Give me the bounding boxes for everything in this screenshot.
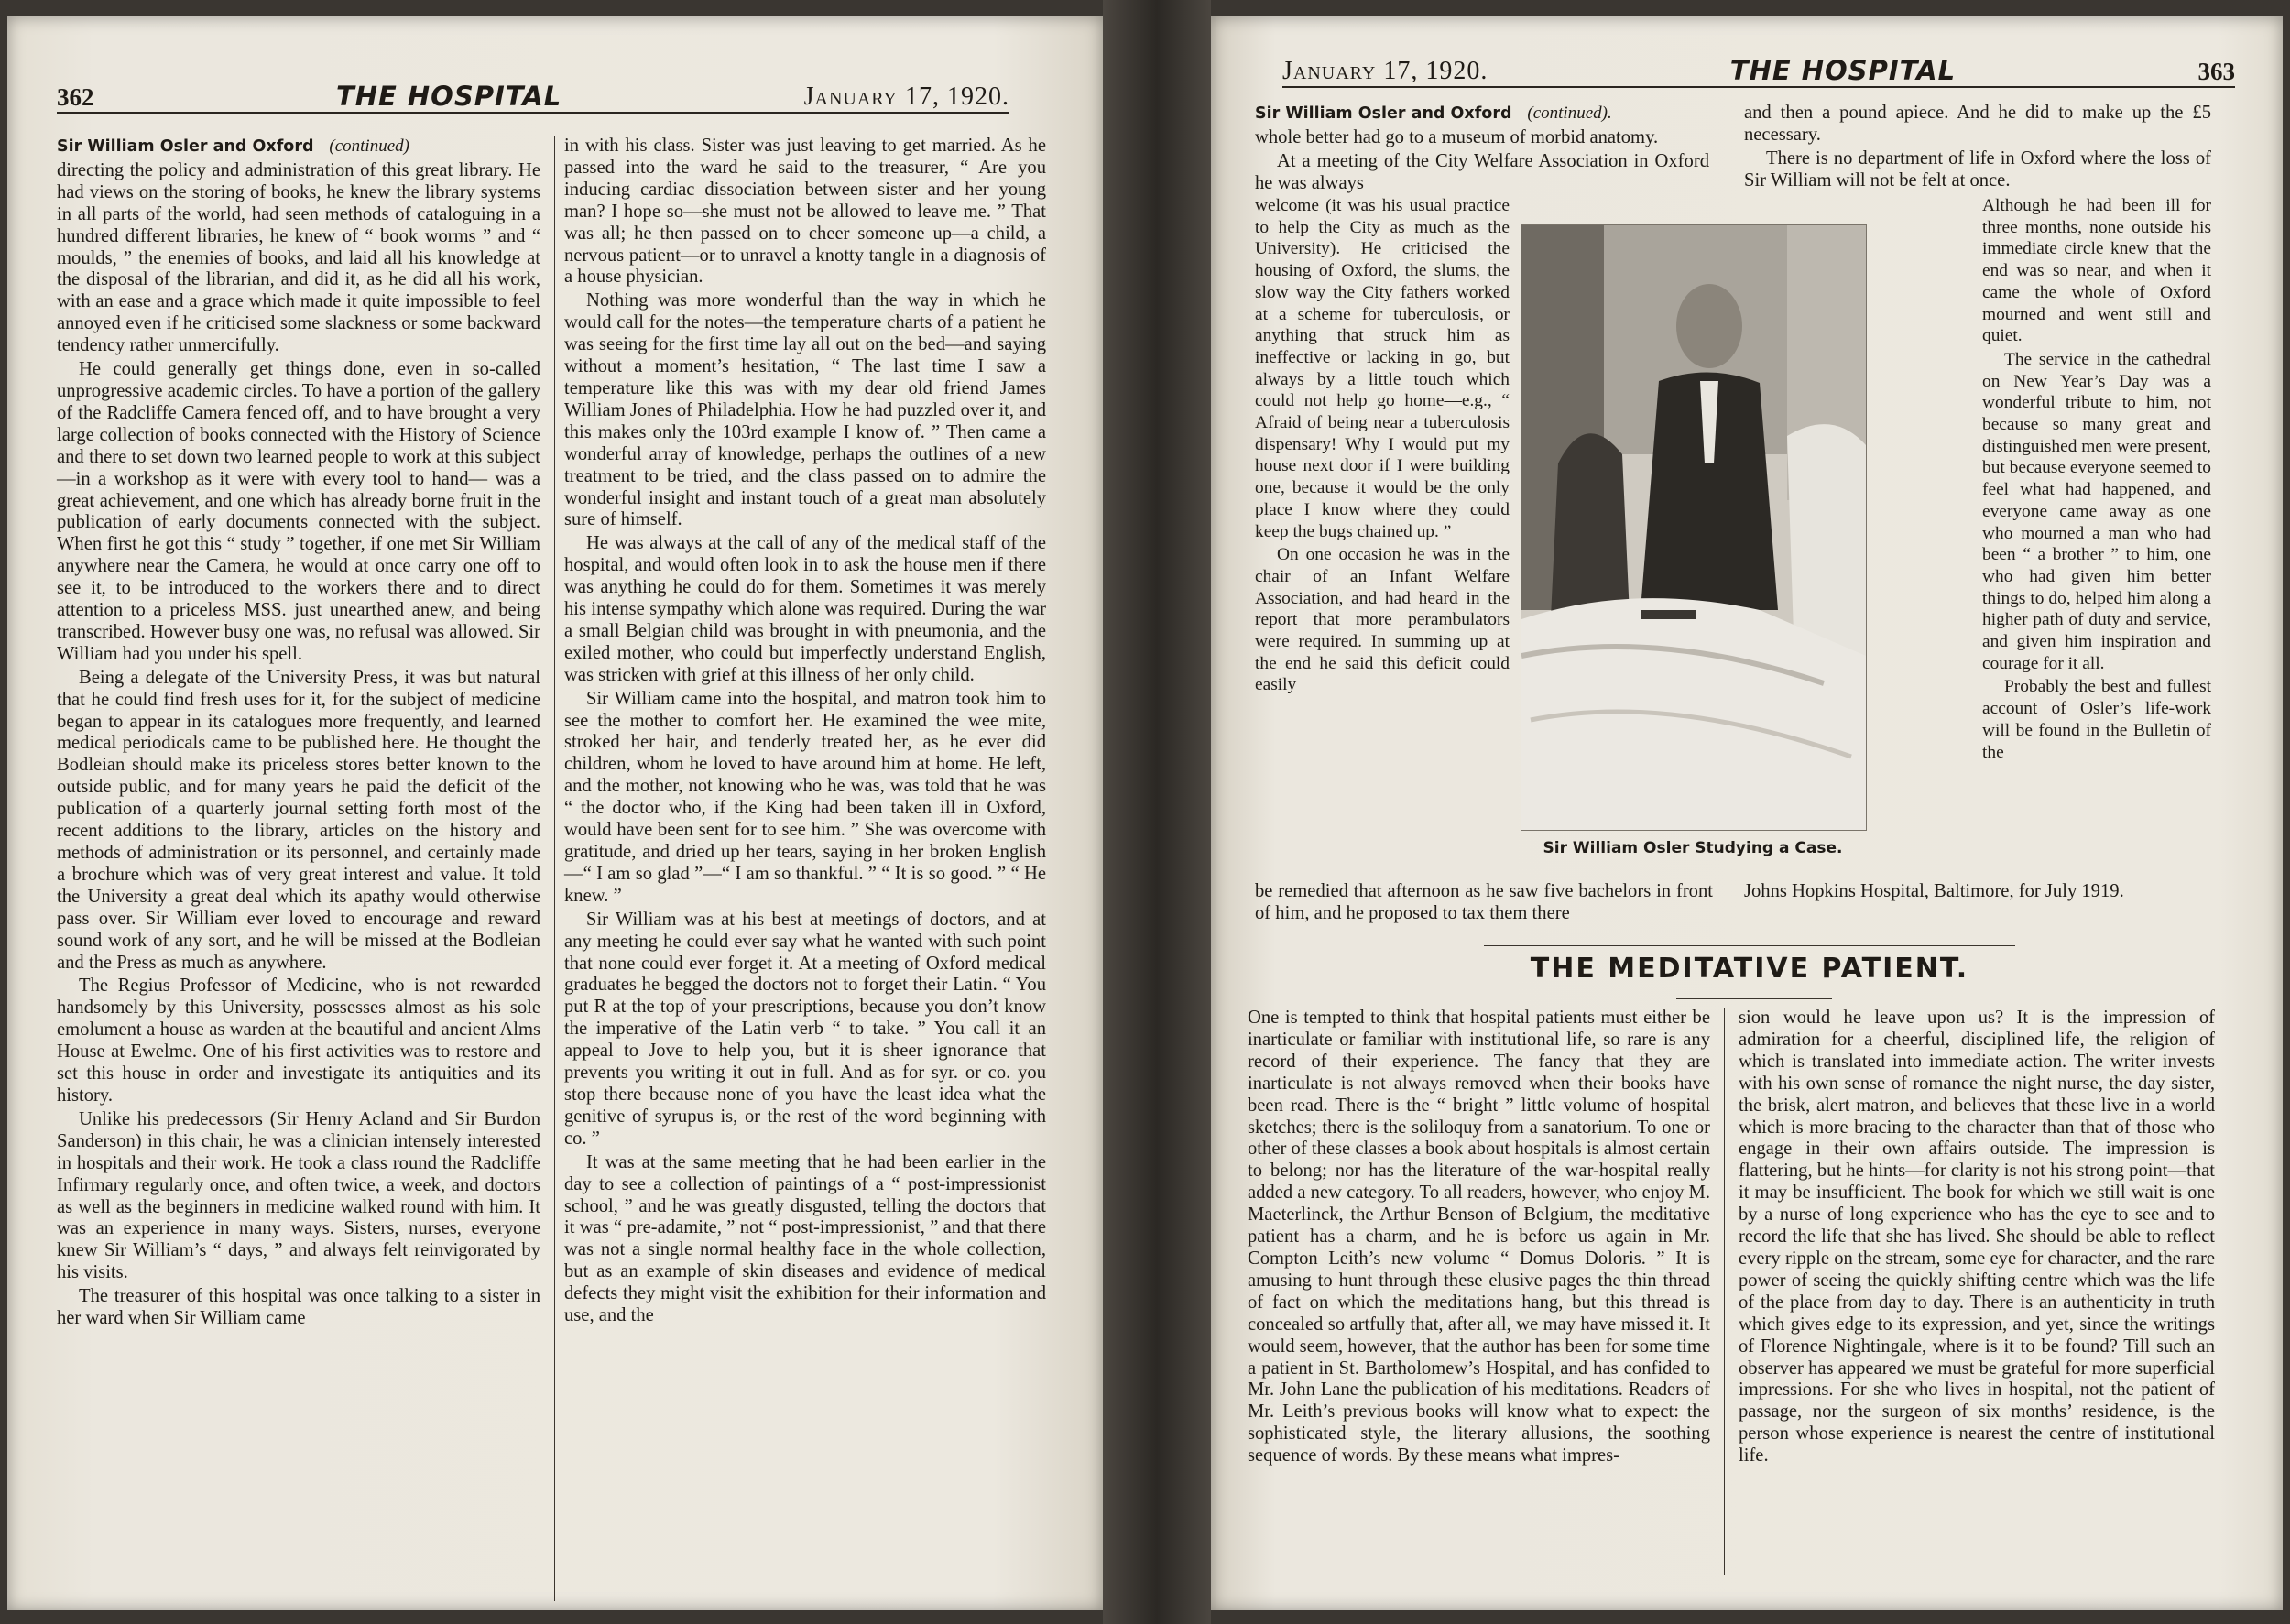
right-date: January 17, 1920. bbox=[1282, 57, 1488, 85]
right-column-2-top bbox=[1744, 103, 2211, 194]
headline-rule bbox=[1484, 945, 2015, 946]
paragraph: Although he had been ill for three months, none outside his immediate circle knew that the end was so near, and when it came the whole of Oxford mourned and went still and quiet. bbox=[1982, 196, 2211, 346]
right-column-1-bottom bbox=[1255, 881, 1713, 927]
right-page-number: 363 bbox=[2197, 58, 2235, 85]
article-column-2 bbox=[1739, 1008, 2215, 1469]
paragraph: The service in the cathedral on New Year’s Day was a wonderful tribute to him, not because so many great and distinguished men were present, but because everyone seemed to feel what had happened, and everyone came away as one who mourned a man who had been “ a brother ” to him, one who had given him better things to do, helped him along a higher path of duty and service, and given him inspiration and courage for it all. bbox=[1982, 349, 2211, 673]
paragraph: sion would he leave upon us? It is the impression of admiration for a cheerful, disciplined life, the religion of which is translated into immediate action. The writer invests with his own sense of romance the night nurse, the day sister, the brisk, alert matron, and believes that these live in a world which is more bracing to the character than that of those who engage in their own affairs outside. The impression is flattering, but he hints—for clarity is not his strong point—that it may be insufficient. The book for which we still wait is one by a nurse of long experience who has the eye to see and to record the life that she has lived. She should be able to reflect every ripple on the stream, some eye for character, and the rare power of seeing the quickly shifting centre which was the life of the place from day to day. There is an authenticity in truth which gives edge to its expression, and yet, since the writings of Florence Nightingale, where is it to be found? Till such an observer has appeared we must be grateful for more superficial impressions. For she who lives in hospital, not the patient of passage, nor the surgeon of six months’ residence, is the person whose experience is nearest the centre of institutional life. bbox=[1739, 1008, 2215, 1466]
left-date: January 17, 1920. bbox=[803, 82, 1009, 111]
continued-heading bbox=[57, 136, 540, 158]
paragraph: Johns Hopkins Hospital, Baltimore, for July 1919. bbox=[1744, 881, 2124, 901]
paragraph: Sir William was at his best at meetings of doctors, and at any meeting he could ever say what he wanted with such point that none could ever forget it. At a meeting of Oxford medical graduates he begged the doctors not to forget their Latin. “ You put R at the top of your prescriptions, because you don’t know the imperative of the Latin verb “ to take. ” You call it an appeal to Jove to help you, but it is sheer ignorance that prevents you writing it out in full. And as for syr. or co. you stop there because none of you have the least idea what the genitive of syrupus is, or the rest of the word beginning with co. ” bbox=[564, 909, 1046, 1149]
photograph-image bbox=[1521, 225, 1866, 830]
article-column-1 bbox=[1248, 1008, 1710, 1469]
right-column-1-narrow bbox=[1255, 195, 1510, 698]
paragraph: It was at the same meeting that he had been earlier in the day to see a collection of paintings of a “ post-impressionist school, ” and he was greatly disgusted, telling the doctors that it was “ pre-adamite, ” not “ post-impressionist, ” and that there was not a single normal healthy face in the whole collection, but as an example of skin diseases and evidence of medical defects they might visit the exhibition for their information and use, and the bbox=[564, 1151, 1046, 1326]
left-page-number: 362 bbox=[57, 83, 94, 111]
continued-heading bbox=[1255, 103, 1709, 125]
right-running-title: THE HOSPITAL bbox=[1729, 55, 1957, 86]
left-column-1 bbox=[57, 136, 540, 1332]
paragraph: At a meeting of the City Welfare Association in Oxford he was always bbox=[1255, 150, 1709, 193]
column-rule bbox=[1724, 1008, 1725, 1575]
continued-tag: —(continued). bbox=[1511, 104, 1612, 123]
paragraph: welcome (it was his usual practice to help the City as much as the University). He criticised the housing of Oxford, the slums, the slow way the City fathers worked at a scheme for tuberculosis, or anything that struck him as ineffective or lacking in go, but always by a little touch which could not help go home—e.g., “ Afraid of being near a tuberculosis dispensary! Why I would put my house next door if I were building one, because it would be the only place I know where they could keep the bugs chained up. ” bbox=[1255, 196, 1510, 541]
headline-rule-short bbox=[1676, 998, 1832, 999]
paragraph: He could generally get things done, even in so-called unprogressive academic circles. To have a portion of the gallery of the Radcliffe Camera fenced off, and to have brought a very large collection of books connected with the History of Science and there to set down two learned people to work at this subject —in a workshop as it were with every tool to hand— was a great achievement, and one which has already borne fruit in the publication of early documents connected with the subject. When first he got this “ study ” together, if one met Sir William anywhere near the Camera, he would at once carry one off to see it, to be introduced to the workers there and to direct attention to a priceless MSS. just unearthed anew, and being transcribed. However busy one was, no refusal was allowed. Sir William had you under his spell. bbox=[57, 359, 540, 664]
paragraph: Sir William came into the hospital, and matron took him to see the mother to comfort her. He examined the wee mite, stroked her hair, and tenderly treated her, as he ever did children, whom he loved to have around him at home. He left, and the mother, not knowing who he was, was told that he was “ the doctor who, if the King had been taken ill in Oxford, would have been sent for to see him. ” She was overcome with gratitude, and dried up her tears, saying in her broken English—“ I am so glad ”—“ I am so thankful. ” “ It is so good. ” “ He knew. ” bbox=[564, 688, 1046, 906]
continued-heading-text: Sir William Osler and Oxford bbox=[1255, 104, 1512, 123]
paragraph: be remedied that afternoon as he saw five bachelors in front of him, and he proposed to tax them there bbox=[1255, 881, 1713, 923]
right-column-1-top bbox=[1255, 103, 1709, 197]
paragraph: The treasurer of this hospital was once talking to a sister in her ward when Sir William came bbox=[57, 1286, 540, 1329]
right-column-2-bottom bbox=[1744, 881, 2211, 905]
photo-caption: Sir William Osler Studying a Case. bbox=[1543, 839, 1843, 857]
continued-heading-text: Sir William Osler and Oxford bbox=[57, 137, 314, 156]
column-rule bbox=[554, 136, 555, 1601]
right-running-head bbox=[1282, 44, 2235, 88]
paragraph: Probably the best and fullest account of Osler’s life-work will be found in the Bulletin of the bbox=[1982, 677, 2211, 762]
paragraph: On one occasion he was in the chair of an Infant Welfare Association, and had heard in the report that more perambulators were required. In summing up at the end he said this deficit could easily bbox=[1255, 545, 1510, 695]
left-column-2 bbox=[564, 136, 1046, 1329]
article-headline: THE MEDITATIVE PATIENT. bbox=[1530, 953, 1969, 985]
right-column-2-narrow bbox=[1982, 195, 2211, 765]
paragraph: Nothing was more wonderful than the way in which he would call for the notes—the temperature charts of a patient he was seeing for the first time lay all out on the bed—and saying without a moment’s hesitation, “ The last time I saw a temperature like this was with my dear old friend James William Jones of Philadelphia. How he had puzzled over it, and this makes only the 103rd example I know of. ” Then came a wonderful array of knowledge, perhaps the outlines of a new treatment to be tried, and the class passed on to admire the wonderful insight and instant touch of a great man absolutely sure of himself. bbox=[564, 290, 1046, 530]
photograph-osler bbox=[1521, 224, 1867, 831]
paragraph: directing the policy and administration of this great library. He had views on the storing of books, he knew the library systems in all parts of the world, had seen methods of cataloguing in a hundred different libraries, he knew of “ book worms ” and “ moulds, ” the enemies of books, and laid all his knowledge at the disposal of the librarian, and did it, as he did all his work, with an ease and a grace which made it quite impossible to feel annoyed even if he criticised some slackness or some backward tendency rather unmercifully. bbox=[57, 159, 540, 356]
paragraph: The Regius Professor of Medicine, who is not rewarded handsomely by this University, possesses almost as his sole emolument a house as warden at the beautiful and ancient Alms House at Ewelme. One of his first activities was to restore and set this house in order and investigate its antiquities and its history. bbox=[57, 975, 540, 1106]
paragraph: and then a pound apiece. And he did to make up the £5 necessary. bbox=[1744, 103, 2211, 145]
page-gutter bbox=[1103, 0, 1211, 1624]
paragraph: Being a delegate of the University Press, it was but natural that he could find fresh uses for it, for the subject of medicine began to appear in its catalogues more frequently, and learned medical periodicals came to be published here. He thought the Bodleian should make its priceless stores better known to the outside public, and for many years he paid the deficit of the publication of a quarterly journal setting forth most of the recent additions to the library, articles on the history and methods of administration or its personnel, and certainly made a brochure which was of very great interest and value. It told the University a great deal which its apathy would otherwise pass over. Sir William ever loved to encourage and reward sound work of any sort, and he will be missed at the Bodleian and the Press as much as anywhere. bbox=[57, 667, 540, 973]
paragraph: Unlike his predecessors (Sir Henry Acland and Sir Burdon Sanderson) in this chair, he was a clinician intensely interested in hospitals and their work. He took a class round the Radcliffe Infirmary regularly once, and often twice, a week, and doctors as well as the beginners in medicine walked round with him. It was an experience in many ways. Sisters, nurses, everyone knew Sir William’s “ days, ” and always felt reinvigorated by his visits. bbox=[57, 1108, 540, 1283]
left-running-title: THE HOSPITAL bbox=[335, 81, 562, 112]
paragraph: He was always at the call of any of the medical staff of the hospital, and would often look in to ask the house men if there was anything he could do for them. Sometimes it was merely his intense sympathy which alone was required. During the war a small Belgian child was brought in with pneumonia, and the exiled mother, who could but imperfectly understand English, was stricken with grief at this illness of her only child. bbox=[564, 533, 1046, 685]
continued-tag: —(continued) bbox=[313, 136, 409, 156]
paragraph: One is tempted to think that hospital patients must either be inarticulate or familiar with institutional life, so rare is any record of their experience. The fancy that they are inarticulate is not always removed when their books have been read. There is the “ bright ” little volume of hospital sketches; there is the soliloquy from a sanatorium. To one or other of these classes a book about hospitals is almost certain to belong; nor has the literature of the war-hospital really added a new category. To all readers, however, who enjoy M. Maeterlinck, the Arthur Benson of Belgium, the meditative patient has a charm, and he is before us again in Mr. Compton Leith’s new volume “ Domus Doloris. ” It is amusing to hunt through these elusive pages the thin thread of fact on which the meditations hang, but this thread is concealed so artfully that, after all, we may have missed it. It would seem, however, that the author has been for some time a patient in St. Bartholomew’s Hospital, and has confided to Mr. John Lane the publication of his meditations. Readers of Mr. Leith’s previous books will know what to expect: the sophisticated style, the literary allusions, the soothing sequence of words. By these means what impres- bbox=[1248, 1008, 1710, 1466]
paragraph: whole better had go to a museum of morbid anatomy. bbox=[1255, 126, 1659, 147]
paragraph: in with his class. Sister was just leaving to get married. As he passed into the ward he said to the treasurer, “ Are you inducing cardiac dissociation between sister and her young man? I hope so—she must not be allowed to leave me. ” That was all; he then passed on to cheer someone up—a child, a nervous patient—or to unravel a knotty tangle in a diagnosis of a house physician. bbox=[564, 136, 1046, 288]
left-running-head bbox=[57, 70, 1009, 114]
paragraph: There is no department of life in Oxford where the loss of Sir William will not be felt at once. bbox=[1744, 147, 2211, 191]
